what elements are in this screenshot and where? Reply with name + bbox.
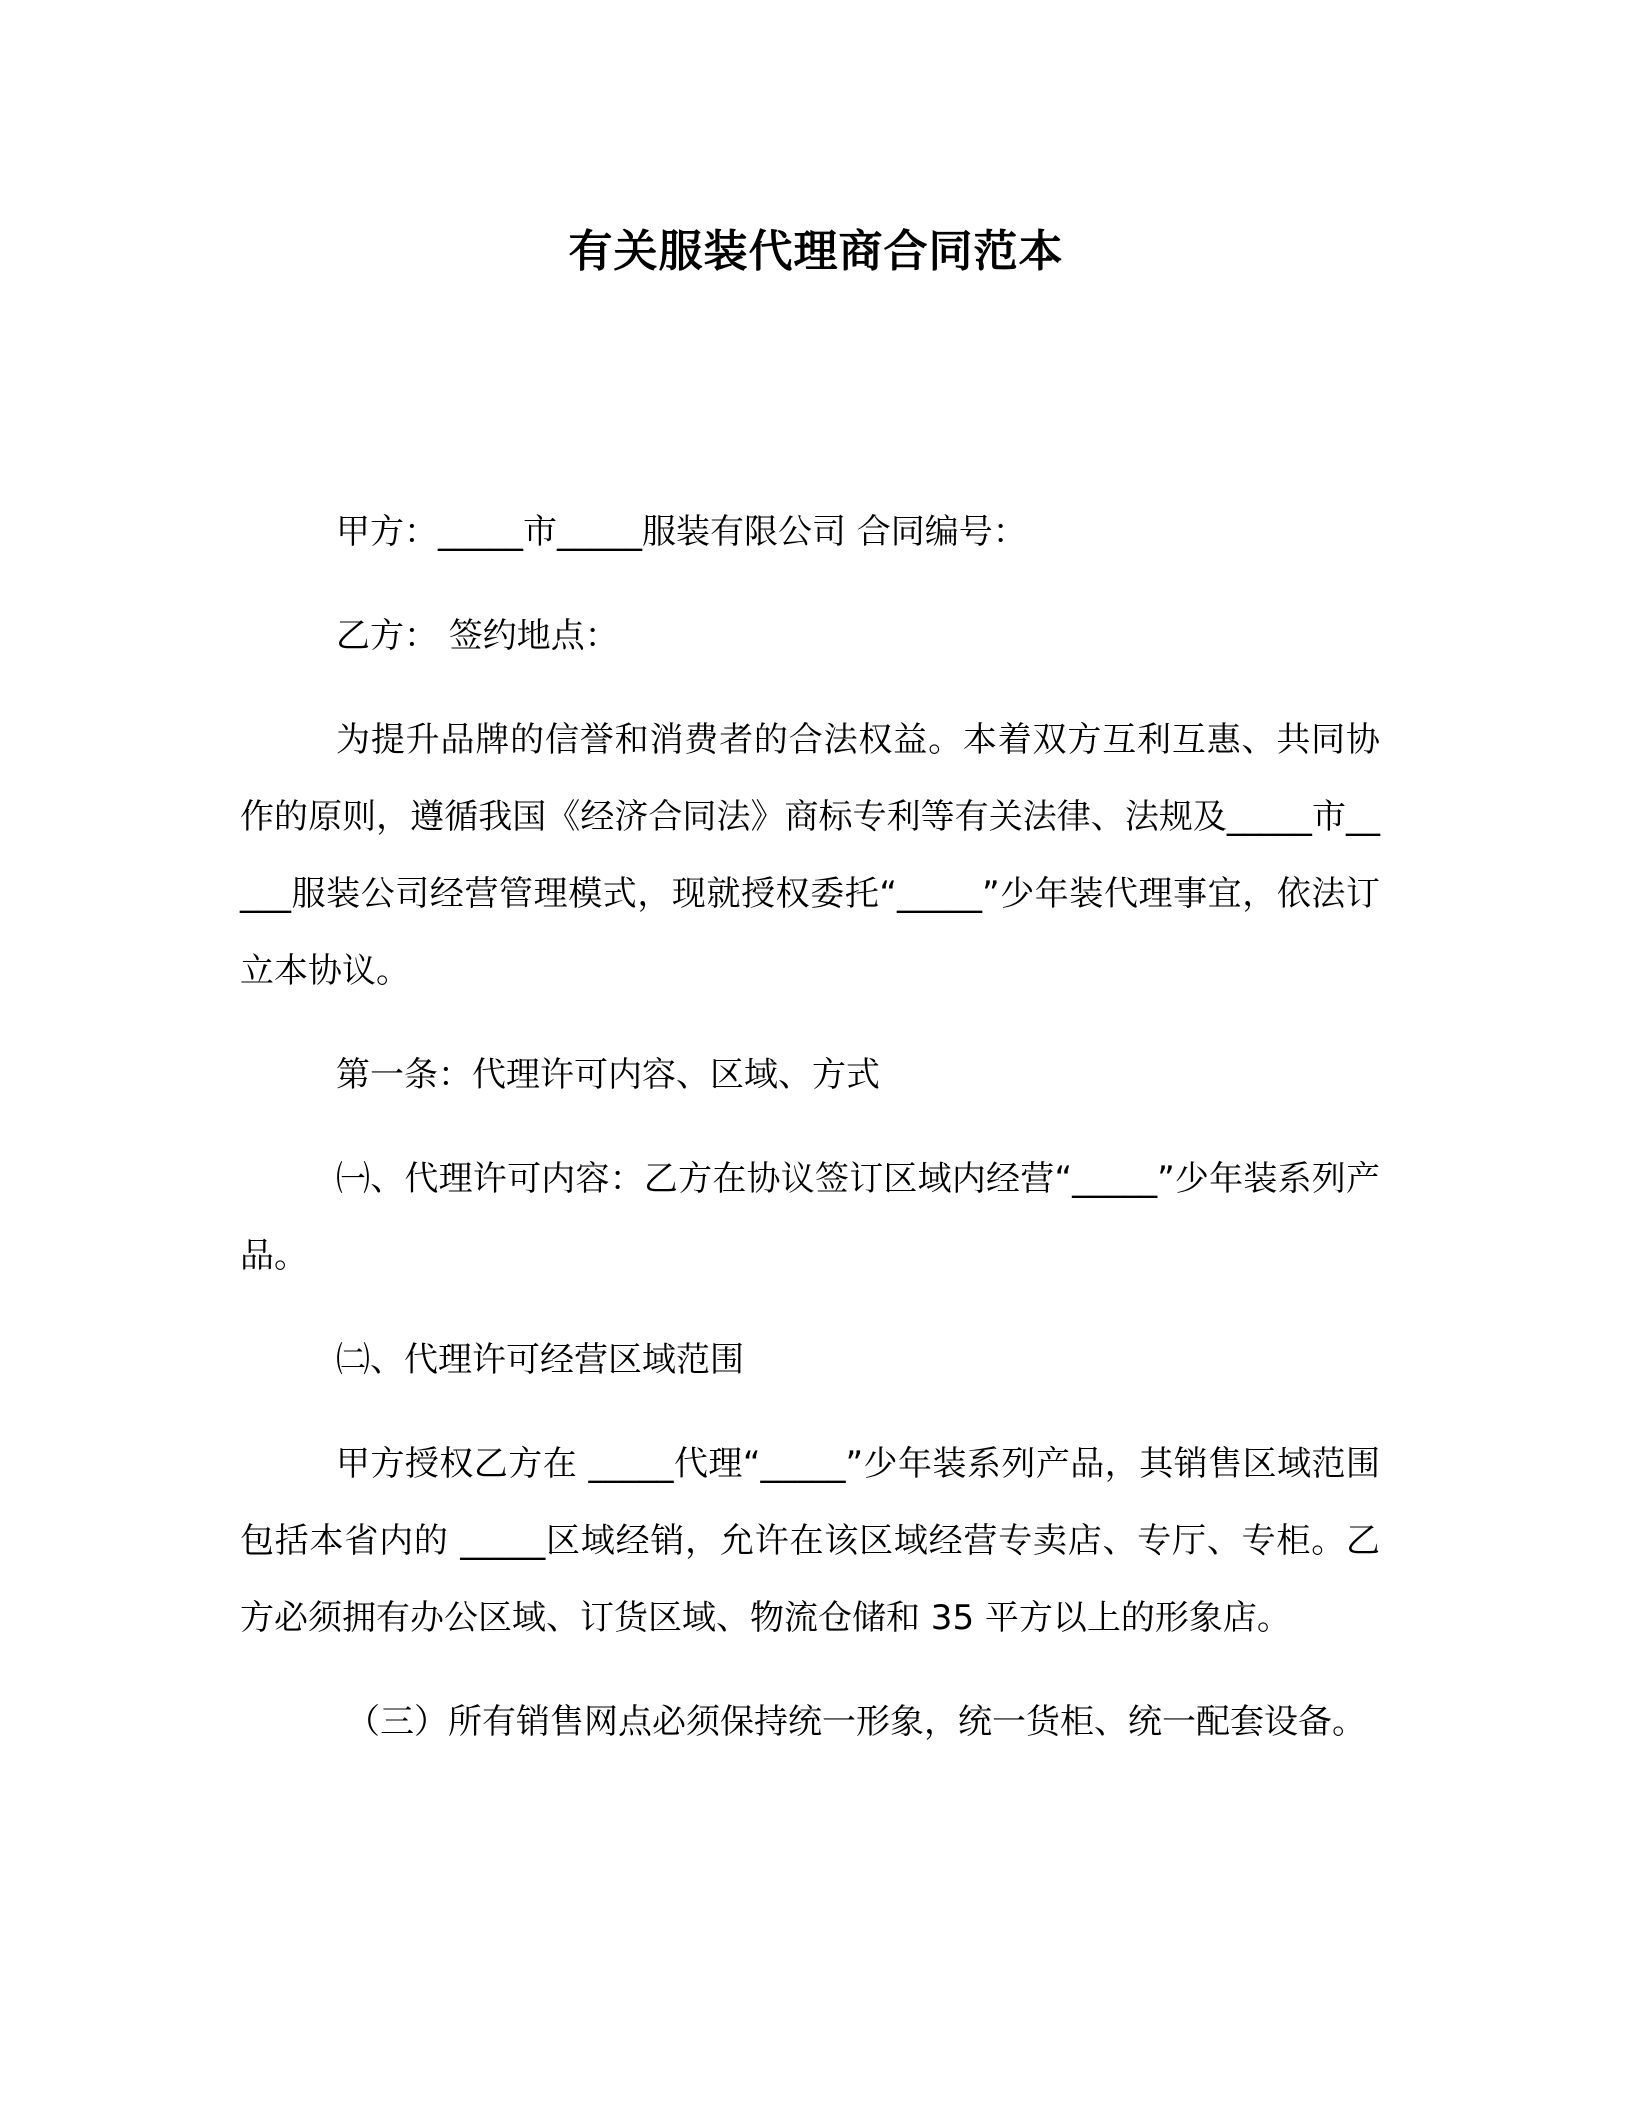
clause-three-paragraph: （三）所有销售网点必须保持统一形象，统一货柜、统一配套设备。 — [346, 1702, 1366, 1742]
document-title: 有关服装代理商合同范本 — [568, 226, 1064, 277]
party-a-line: 甲方：_____市_____服装有限公司 合同编号： — [336, 512, 1027, 552]
party-b-line: 乙方： 签约地点： — [336, 616, 619, 656]
clause-two-heading: ㈡、代理许可经营区域范围 — [336, 1340, 744, 1380]
article-one-heading: 第一条：代理许可内容、区域、方式 — [336, 1055, 880, 1095]
clause-two-paragraph: 甲方授权乙方在 _____代理“_____”少年装系列产品，其销售区域范围包括本省内的 _____区域经销，允许在该区域经营专卖店、专厅、专柜。乙方必须拥有办公区域、订货区域、物流仓储和 35 平方以上的形象店。 — [240, 1444, 1380, 1638]
document-body — [240, 494, 1380, 1761]
clause-one-paragraph: ㈠、代理许可内容：乙方在协议签订区域内经营“_____”少年装系列产品。 — [240, 1159, 1380, 1276]
preamble-paragraph: 为提升品牌的信誉和消费者的合法权益。本着双方互利互惠、共同协作的原则，遵循我国《经济合同法》商标专利等有关法律、法规及_____市_____服装公司经营管理模式，现就授权委托“_____”少年装代理事宜，依法订立本协议。 — [240, 720, 1380, 991]
